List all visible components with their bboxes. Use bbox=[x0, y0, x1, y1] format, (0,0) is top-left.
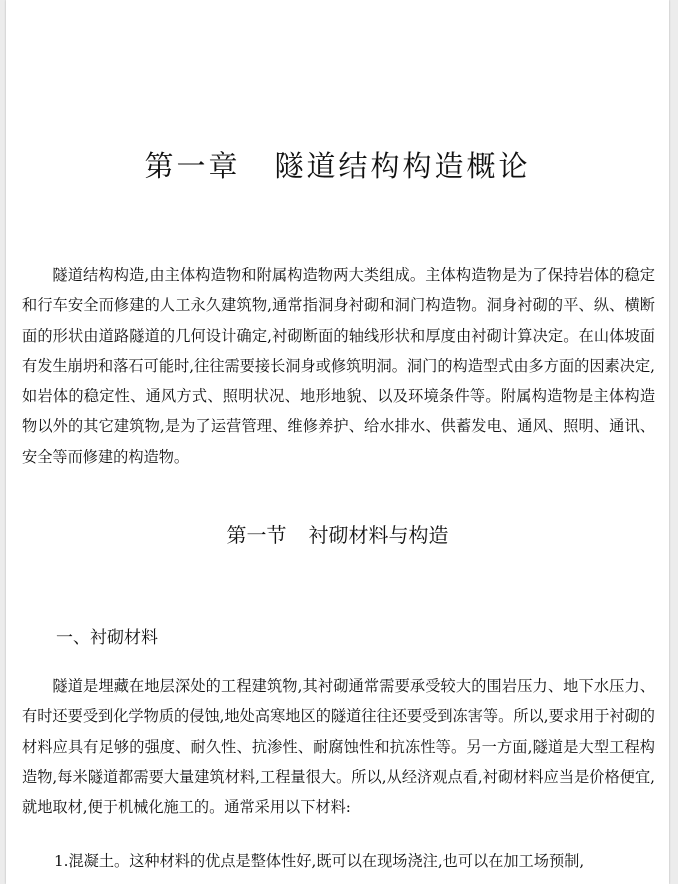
section-title bbox=[6, 520, 669, 550]
chapter-name: 隧道结构构造概论 bbox=[274, 149, 531, 183]
subsection-title: 一、衬砌材料 bbox=[56, 628, 158, 648]
section-number: 第一节 bbox=[226, 523, 287, 547]
document-page bbox=[6, 0, 669, 884]
intro-paragraph: 隧道结构构造,由主体构造物和附属构造物两大类组成。主体构造物是为了保持岩体的稳定和行车安全而修建的人工永久建筑物,通常指洞身衬砌和洞门构造物。洞身衬砌的平、纵、横断面的形状由道路隧道的几何设计确定,衬砌断面的轴线形状和厚度由衬砌计算决定。在山体坡面有发生崩坍和落石可能时,往往需要接长洞身或修筑明洞。洞门的构造型式由多方面的因素决定,如岩体的稳定性、通风方式、照明状况、地形地貌、以及环境条件等。附属构造物是主体构造物以外的其它建筑物,是为了运营管理、维修养护、给水排水、供蓄发电、通风、照明、通讯、安全等而修建的构造物。 bbox=[22, 266, 655, 466]
section-name: 衬砌材料与构造 bbox=[308, 523, 449, 547]
materials-paragraph: 隧道是埋藏在地层深处的工程建筑物,其衬砌通常需要承受较大的围岩压力、地下水压力、有时还要受到化学物质的侵蚀,地处高寒地区的隧道往往还要受到冻害等。所以,要求用于衬砌的材料应具有足够的强度、耐久性、抗渗性、耐腐蚀性和抗冻性等。另一方面,隧道是大型工程构造物,每米隧道都需要大量建筑材料,工程量很大。所以,从经济观点看,衬砌材料应当是价格便宜,就地取材,便于机械化施工的。通常采用以下材料: bbox=[22, 677, 655, 817]
chapter-number: 第一章 bbox=[144, 149, 241, 183]
chapter-title bbox=[6, 148, 669, 184]
list-item-concrete: 1.混凝土。这种材料的优点是整体性好,既可以在现场浇注,也可以在加工场预制, bbox=[54, 852, 585, 870]
